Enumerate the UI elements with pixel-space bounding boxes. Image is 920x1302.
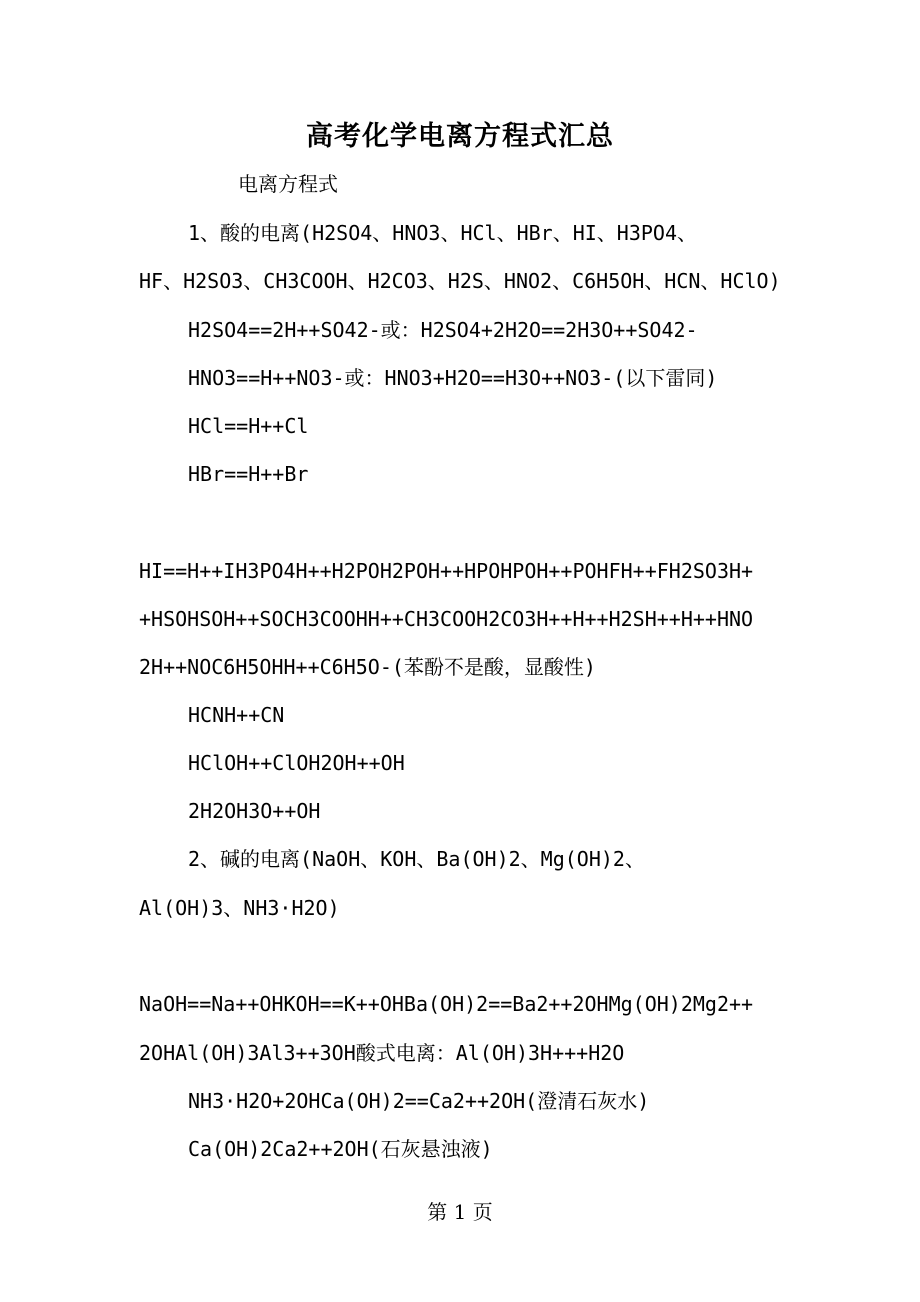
equation-strong-bases-line-1: NaOH==Na++OHKOH==K++OHBa(OH)2==Ba2++2OHMg(OH)2Mg2++ bbox=[139, 992, 754, 1016]
equation-caoh2-suspension: Ca(OH)2Ca2++2OH(石灰悬浊液) bbox=[188, 1137, 493, 1161]
equation-hbr: HBr==H++Br bbox=[188, 462, 309, 486]
equation-weak-acids-line-3: 2H++NOC6H5OHH++C6H5O-(苯酚不是酸，显酸性) bbox=[139, 655, 596, 679]
section-heading-ionization-equations: 电离方程式 bbox=[238, 172, 338, 196]
equation-strong-bases-line-2: 2OHAl(OH)3Al3++3OH酸式电离：Al(OH)3H+++H2O bbox=[139, 1041, 625, 1065]
paragraph-acid-ionization-intro: 1、酸的电离(H2SO4、HNO3、HCl、HBr、HI、H3PO4、 bbox=[188, 221, 697, 245]
paragraph-base-ionization-intro: 2、碱的电离(NaOH、KOH、Ba(OH)2、Mg(OH)2、 bbox=[188, 847, 645, 871]
document-title: 高考化学电离方程式汇总 bbox=[306, 121, 614, 152]
equation-h2so4: H2SO4==2H++SO42-或：H2SO4+2H2O==2H3O++SO42- bbox=[188, 318, 698, 342]
equation-hclo-water: HClOH++ClOH2OH++OH bbox=[188, 751, 405, 775]
equation-nh3-caoh2-solution: NH3·H2O+2OHCa(OH)2==Ca2++2OH(澄清石灰水) bbox=[188, 1089, 650, 1113]
paragraph-acid-list-continued: HF、H2SO3、CH3COOH、H2CO3、H2S、HNO2、C6H5OH、HCN、HClO) bbox=[139, 269, 781, 293]
equation-hcn: HCNH++CN bbox=[188, 703, 285, 727]
equation-water-autoionization: 2H2OH3O++OH bbox=[188, 799, 321, 823]
equation-hno3: HNO3==H++NO3-或：HNO3+H2O==H3O++NO3-(以下雷同) bbox=[188, 366, 718, 390]
equation-weak-acids-line-2: +HSOHSOH++SOCH3COOHH++CH3COOH2CO3H++H++H2SH++H++HNO bbox=[139, 607, 754, 631]
paragraph-base-list-continued: Al(OH)3、NH3·H2O) bbox=[139, 896, 340, 920]
page-number-footer: 第 1 页 bbox=[427, 1200, 493, 1224]
equation-hcl: HCl==H++Cl bbox=[188, 414, 309, 438]
equation-weak-acids-line-1: HI==H++IH3PO4H++H2POH2POH++HPOHPOH++POHFH++FH2SO3H+ bbox=[139, 559, 754, 583]
